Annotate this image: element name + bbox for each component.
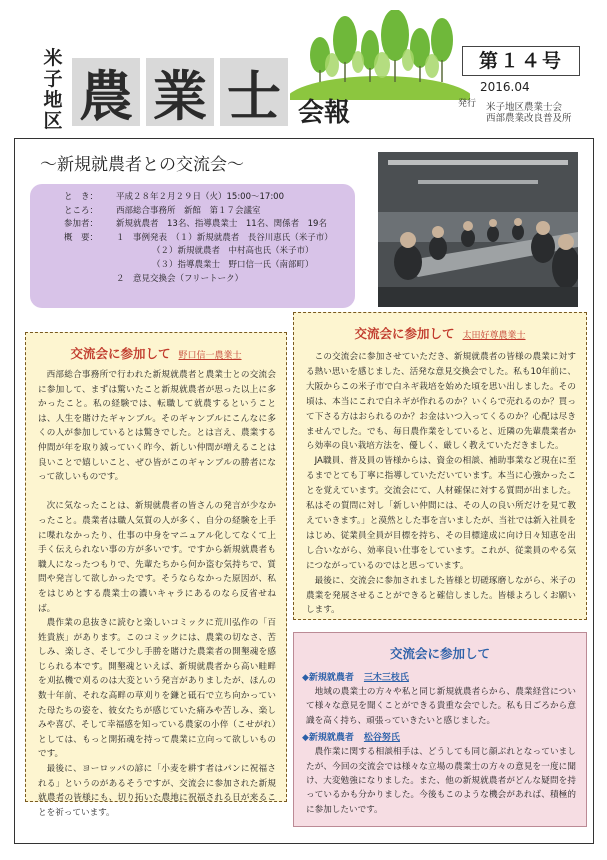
region-label: 米子地区	[43, 47, 63, 132]
masthead	[0, 0, 607, 135]
info-row-where: ところ： 西部総合事務所 新館 第１７会議室	[64, 205, 261, 216]
title-char-1: 農	[72, 58, 140, 126]
paragraph: 西部総合事務所で行われた新規就農者と農業士との交流会に参加して、まずは驚いたこと新規就農者が思った以上に多かったこと。私の経験では、転職して就農するということは、人生を賭けたギャンブル。そのギャンブルにこんなに多くの人が参加しているとは驚きでした。とは言え、農業する仲間が年を取り減っていく昨今、新しい仲間が増えることは良いことで嬉しいこと、ぜひ皆がこのギャンブルの勝者になって欲しいものです。	[38, 370, 276, 483]
issue-number: 第１４号	[462, 46, 580, 76]
info-row-participants: 参加者： 新規就農者 13名、指導農業士 11名、関係者 19名	[64, 219, 327, 230]
entry-text-matsutani: 農作業に関する相談相手は、どうしても同じ顔ぶれとなっていましたが、今回の交流会では様々な立場の農業士の方々の意見を一度に聞け、大変勉強になりました。また、他の新規就農者がどんな疑問を持っているかも分かりました。今後もこのような機会があれば、積極的に参加したいです。	[306, 747, 576, 815]
publisher-line-1: 米子地区農業士会	[486, 102, 563, 113]
publisher-org	[486, 102, 572, 124]
trees-illustration	[290, 10, 470, 100]
entry-author-matsutani: ◆新規就農者 松谷努氏	[302, 733, 400, 744]
publisher-line-2: 西部農業改良普及所	[486, 113, 572, 124]
paragraph: JA職員、普及員の皆様からは、資金の相談、補助事業など現在に至るまでとても丁寧に指導していただいています。本当に心強かったことを覚えています。交流会にて、人材確保に対する質問が出ました。私はその質問に対し「新しい仲間には、その人の良い所だけを見て教えていきます。」と漠然とした事を言いましたが、当社では新入社員をはじめ、従業員全員が目標を持ち、その目標達成に向け日々知恵を出し合いながら、効率良い仕事をしています。これが、従業員のやる気につながっているのではと思っています。	[306, 456, 577, 571]
paragraph: 最後に、交流会に参加されました皆様と切磋琢磨しながら、米子の農業を発展させることができると確信しました。皆様よろしくお願いします。	[306, 575, 576, 616]
article-new-farmers	[293, 632, 587, 827]
meeting-photo	[378, 152, 578, 307]
event-info-box	[30, 184, 355, 308]
article-body	[26, 362, 286, 820]
paragraph: 次に気なったことは、新規就農者の皆さんの発言が少なかったこと。農業者は職人気質の人が多く、自分の経験を上手に喋れなかったり、仕事の中身をマニュアル化してなくて上手く伝えられない事の方が多いです。ですから新規就農者も職人になったつもりで、先輩たちから何か盗む気持ちで、質問や発言して欲しかったです。そうならなかった原因が、私をはじめとする農業士の濃いキャラにあるのなら反省せねば。	[38, 501, 276, 614]
info-presenter-2: （２）新規就農者 中村高也氏（米子市）	[152, 246, 314, 257]
paragraph: 農作業の息抜きに読むと楽しいコミックに荒川弘作の「百姓貴族」があります。このコミックには、農業の切なさ、苦しみ、楽しさ、そして少し手勝を賭けた農業者の開墾魂を感じられる本です。開墾魂といえば、新規就農者から高い畦畔を刈払機で刈るのは大変という発言がありましたが、ほんの数十年前、それな高畔の草刈りを鎌と砥石で立ち向かっていた母たちの姿を、彼女たちが感じていた痛みや苦しみ、楽しみや喜び、そして幸福感を知っている農家の小倅（こせがれ）としては、もっと開拓魂を持って農業に立向って欲しいものです。	[38, 618, 276, 760]
paragraph: 最後に、ヨーロッパの諺に「小麦を耕す者はパンに祝福される」というのがあるそうですが、交流会に参加された新規就農者の皆様にも、切り拓いた農地に祝福される日が来ることを祈っています。	[38, 764, 276, 818]
article-body	[294, 342, 586, 618]
entry-author-miki: ◆新規就農者 三木三枝氏	[302, 673, 409, 683]
paragraph: この交流会に参加させていただき、新規就農者の皆様の農業に対する熱い思いを感じました、活発な意見交換会でした。私も10年前に、大阪からこの米子市で白ネギ栽培を始めた頃を思い出しました。その頃は、本当にこれで白ネギが作れるのか？いくらで売れるのか？買って下さる方はおられるのか？お金はいつ入ってくるのか？心配は尽きませんでした。でも、毎日農作業をしていると、近隣の先輩農業者から効率の良い栽培方法を、優しく、厳しく教えていただきました。	[306, 352, 576, 452]
info-exchange: ２ 意見交換会（フリートーク）	[116, 273, 244, 284]
publisher-label: 発行	[458, 99, 477, 109]
article-heading: 交流会に参加して 野口信一農業士	[70, 346, 242, 361]
article-author: 野口信一農業士	[178, 351, 242, 361]
issue-date: 2016.04	[480, 80, 530, 94]
article-author: 太田好尊農業士	[462, 331, 526, 341]
info-presenter-3: （３）指導農業士 野口信一氏（南部町）	[152, 259, 314, 270]
title-char-3: 士	[220, 58, 288, 126]
article-ota	[293, 312, 587, 620]
entry-text-miki: 地域の農業士の方々や私と同じ新規就農者らから、農業経営について様々な意見を聞くことができる貴重な会でした。私も日ごろから意識を高く持ち、頑張っていきたいと感じました。	[306, 687, 576, 726]
article-nogushi	[25, 332, 287, 818]
main-title: ～新規就農者との交流会～	[40, 155, 244, 175]
subtitle: 会報	[298, 98, 351, 128]
info-row-summary: 概 要： １ 事例発表 （１）新規就農者 長谷川恵氏（米子市）	[64, 232, 333, 243]
title-char-2: 業	[146, 58, 214, 126]
info-row-when: と き： 平成２８年２月２９日（火）15:00～17:00	[64, 192, 284, 202]
article-heading: 交流会に参加して 太田好尊農業士	[354, 326, 526, 341]
article-heading: 交流会に参加して	[389, 646, 490, 661]
